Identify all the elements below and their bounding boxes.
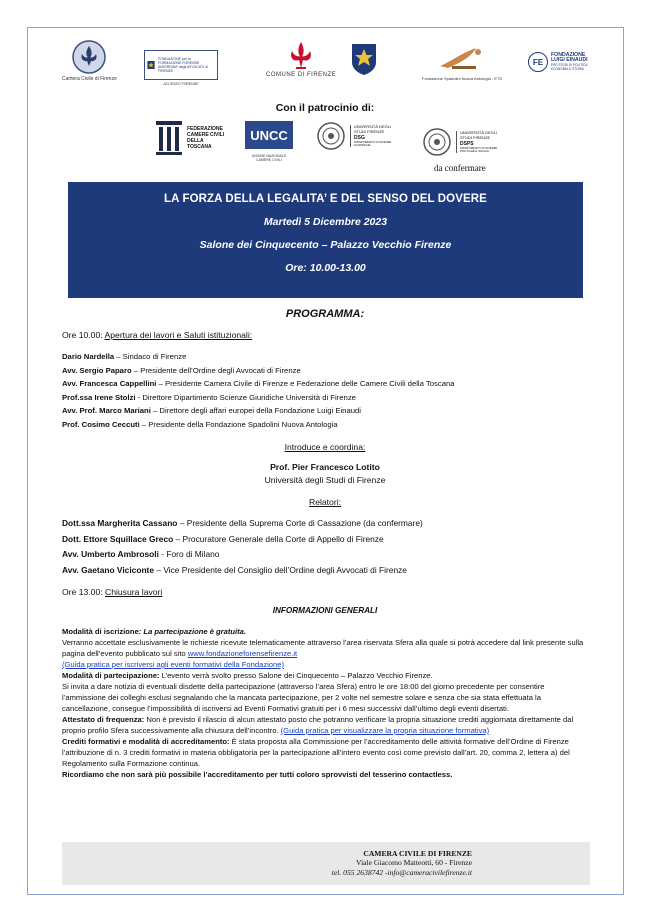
crest-star-icon <box>350 42 378 76</box>
star-crest-logo <box>350 42 378 76</box>
partecipazione-line: Modalità di partecipazione: L’evento verrà svolto presso Salone dei Cinquecento – Palazzo Vecchio Firenze. <box>62 671 433 680</box>
event-hours: Ore: 10.00-13.00 <box>285 262 366 274</box>
list-item: Dott.ssa Margherita Cassano – Presidente della Suprema Corte di Cassazione (da confermare) <box>62 518 423 528</box>
footer-address: Viale Giacomo Matteotti, 60 - Firenze <box>356 858 472 868</box>
moderator-name: Prof. Pier Francesco Lotito <box>270 462 380 472</box>
uncc-caption: UNIONE NAZIONALE CAMERE CIVILI <box>251 154 287 162</box>
speakers-heading: Relatori: <box>309 497 341 507</box>
attestato-line: Attestato di frequenza: Non è previsto il rilascio di alcun attestato posto che potranno verificare la propria situazione crediti aggiornata direttamente dal proprio profilo Sfera successivamente alla chiusura dell’incontro. (Guida pratica per visualizzare la propria situazione formativa) <box>62 715 574 735</box>
quill-figure-icon <box>432 44 492 74</box>
camera-civile-logo <box>62 40 117 82</box>
iscrizione-guide-link[interactable]: (Guida pratica per iscriversi agli eventi formativi della Fondazione) <box>62 660 285 669</box>
fe-mark-icon: FE <box>528 52 548 72</box>
closing-time: Ore 13.00: <box>62 587 103 597</box>
list-item: Avv. Francesca Cappellini – Presidente Camera Civile di Firenze e Federazione delle Camere Civili della Toscana <box>62 379 455 389</box>
fondazione-forense-subcaption: ACCESSO FORENSE <box>163 82 199 86</box>
list-item: Dott. Ettore Squillace Greco – Procuratore Generale della Corte di Appello di Firenze <box>62 533 384 544</box>
university-seal-icon <box>316 121 346 151</box>
disdetta-text: Si invita a dare notizia di eventuali disdette della partecipazione (attraverso l’area Sfera) entro le ore 18:00 del giorno precedente per consentire l’ammissione dei colleghi esclusi segnalando che la mancata partecipazione, per 2 volte nel semestre solare e senza che sia stata effettuata la cancellazione, consegue l’impossibilità di iscriversi ad Eventi Formativi gratuiti per i 6 mesi successivi dall’ultimo degli eventi disertati. <box>62 682 545 713</box>
list-item: Avv. Umberto Ambrosoli - Foro di Milano <box>62 549 220 560</box>
list-item: Avv. Prof. Marco Mariani – Direttore degli affari europei della Fondazione Luigi Einaudi <box>62 406 361 416</box>
einaudi-title: FONDAZIONE LUIGI EINAUDI <box>551 51 588 64</box>
event-venue: Salone dei Cinquecento – Palazzo Vecchio Firenze <box>199 239 452 251</box>
info-body <box>62 626 590 780</box>
footer-contact <box>62 842 590 885</box>
dsps-subcaption: DIPARTIMENTO DI SCIENZE POLITICHE E SOCIALI <box>460 145 498 153</box>
closing-label: Chiusura lavori <box>105 587 163 597</box>
camera-civile-caption: Camera Civile di Firenze <box>62 76 117 82</box>
opening-label: Apertura dei lavori e Saluti istituzionali: <box>104 330 253 340</box>
dsps-label: DSPS <box>460 140 474 147</box>
list-item: Prof.ssa Irene Stolzi - Direttore Dipartimento Scienze Giuridiche Università di Firenze <box>62 392 356 402</box>
footer-org: CAMERA CIVILE DI FIRENZE <box>363 849 472 858</box>
fleur-de-lis-emblem-icon <box>72 40 106 74</box>
list-item: Avv. Gaetano Viciconte – Vice Presidente del Consiglio dell’Ordine degli Avvocati di Firenze <box>62 564 407 575</box>
list-item: Prof. Cosimo Ceccuti – Presidente della Fondazione Spadolini Nuova Antologia <box>62 419 338 429</box>
unifi-dsps-caption: UNIVERSITÀ DEGLI STUDI FIRENZE <box>460 130 498 140</box>
fondazione-site-link[interactable]: www.fondazioneforensefirenze.it <box>187 649 298 658</box>
uncc-mark-icon <box>245 121 293 149</box>
closing-line <box>62 587 162 597</box>
event-title: LA FORZA DELLA LEGALITA’ E DEL SENSO DEL DOVERE <box>164 193 487 205</box>
patrocinio-heading: Con il patrocinio di: <box>275 102 375 114</box>
column-fcc-icon <box>154 119 184 157</box>
moderator-heading: Introduce e coordina: <box>284 442 366 452</box>
situazione-guide-link[interactable]: (Guida pratica per visualizzare la propria situazione formativa) <box>280 726 490 735</box>
footer-contact-line: tel. 055 2638742 -info@cameracivilefirenze.it <box>331 867 472 877</box>
unifi-dsps-logo <box>422 127 504 157</box>
reminder-text: Ricordiamo che non sarà più possibile l’accreditamento per tutti coloro sprovvisti del tesserino contactless. <box>62 770 453 779</box>
crediti-line: Crediti formativi e modalità di accreditamento: È stata proposta alla Commissione per l’accreditamento delle attività formative dell’Ordine di Firenze l’attribuzione di n. 3 crediti formativi in materia obbligatoria per la partecipazione all’intero evento così come previsto dall’art. 20, comma 2, lettera a) del Regolamento sulla Formazione continua. <box>62 737 570 768</box>
fondazione-forense-text: FONDAZIONE per la FORMAZIONE FORENSE dell'ORDINE degli AVVOCATI di FIRENZE <box>158 56 208 74</box>
iscrizione-text: Verranno accettate esclusivamente le richieste ricevute telematicamente attraverso l’area riservata Sfera alla quale si potrà accedere dal link presente sulla pagina dell’evento pubblicato sul sito www.fondazioneforensefirenze.it <box>62 638 584 658</box>
info-heading: INFORMAZIONI GENERALI <box>272 606 378 615</box>
comune-firenze-logo <box>266 40 336 78</box>
iscrizione-line: Modalità di iscrizione: La partecipazione è gratuita. <box>62 627 246 636</box>
opening-time: Ore 10.00: <box>62 330 103 340</box>
opening-line <box>62 330 252 340</box>
star-shield-icon <box>147 54 155 76</box>
spadolini-caption: Fondazione Spadolini Nuova Antologia - ETS <box>422 76 503 81</box>
moderator-affiliation: Università degli Studi di Firenze <box>264 475 386 485</box>
svg-text:UNCC: UNCC <box>250 128 288 143</box>
patron-logos <box>150 117 510 175</box>
list-item: Avv. Sergio Paparo – Presidente dell’Ordine degli Avvocati di Firenze <box>62 365 301 375</box>
speakers-list <box>62 516 423 578</box>
unifi-dsg-caption: UNIVERSITÀ DEGLI STUDI FIRENZE <box>354 124 392 134</box>
spadolini-logo <box>422 44 502 81</box>
comune-firenze-caption: COMUNE DI FIRENZE <box>266 72 337 78</box>
sponsor-logos <box>42 40 610 102</box>
event-banner <box>68 182 583 298</box>
uncc-logo <box>244 121 294 162</box>
dsg-subcaption: DIPARTIMENTO DI SCIENZE GIURIDICHE <box>354 139 392 147</box>
programma-heading: PROGRAMMA: <box>285 308 365 320</box>
fcc-logo <box>154 119 229 157</box>
dsg-label: DSG <box>354 134 365 141</box>
list-item: Dario Nardella – Sindaco di Firenze <box>62 352 187 361</box>
event-date: Martedì 5 Dicembre 2023 <box>263 216 388 228</box>
einaudi-logo <box>528 52 595 72</box>
fcc-caption: FEDERAZIONE CAMERE CIVILI DELLA TOSCANA <box>187 126 225 150</box>
greetings-list <box>62 350 455 432</box>
fondazione-forense-logo <box>144 50 218 86</box>
da-confermare-note: da confermare <box>434 163 486 173</box>
red-lily-icon <box>287 40 315 72</box>
university-seal-icon <box>422 127 452 157</box>
einaudi-subtitle: PER STUDI DI POLITICA ECONOMIA E STORIA <box>551 63 588 71</box>
unifi-dsg-logo <box>316 121 398 151</box>
